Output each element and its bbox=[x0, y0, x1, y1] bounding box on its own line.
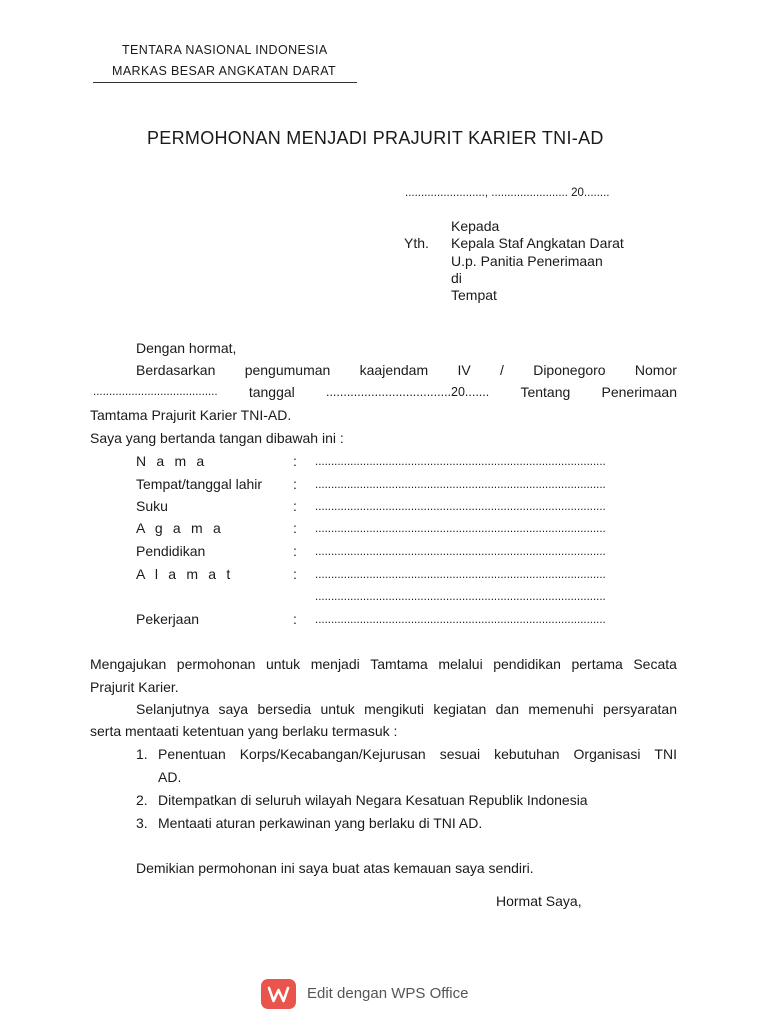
word: Tamtama bbox=[370, 656, 428, 672]
word: Penentuan bbox=[158, 746, 226, 762]
word: dan bbox=[495, 701, 519, 717]
word: pertama bbox=[571, 656, 623, 672]
address-line: di bbox=[451, 270, 462, 286]
field-label-ttl: Tempat/tanggal lahir bbox=[136, 476, 263, 492]
para1-line2 bbox=[93, 384, 677, 400]
field-dots: ........................................................................................... bbox=[315, 546, 606, 558]
field-label-pekerjaan: Pekerjaan bbox=[136, 611, 200, 627]
field-dots: ........................................................................................... bbox=[315, 591, 606, 603]
word: permohonan bbox=[176, 656, 256, 672]
wps-edit-link[interactable]: Edit dengan WPS Office bbox=[307, 985, 469, 1002]
field-colon: : bbox=[293, 476, 297, 492]
dots-number: ....................................... bbox=[93, 386, 218, 398]
word: mengikuti bbox=[364, 701, 424, 717]
address-yth: Yth. bbox=[404, 235, 429, 251]
field-dots: ........................................................................................... bbox=[315, 614, 606, 626]
field-colon: : bbox=[293, 543, 297, 559]
field-colon: : bbox=[293, 520, 297, 536]
word: kaajendam bbox=[359, 362, 429, 378]
word: bersedia bbox=[257, 701, 312, 717]
header-underline bbox=[93, 82, 357, 83]
list-item-2: Ditempatkan di seluruh wilayah Negara Kesatuan Republik Indonesia bbox=[158, 792, 588, 808]
page-title: PERMOHONAN MENJADI PRAJURIT KARIER TNI-AD bbox=[147, 128, 604, 148]
word: menjadi bbox=[310, 656, 360, 672]
list-item-1-line1 bbox=[158, 746, 677, 762]
word: kebutuhan bbox=[494, 746, 560, 762]
para2-line2: Prajurit Karier. bbox=[90, 679, 179, 695]
field-label-alamat: A l a m a t bbox=[136, 566, 234, 582]
field-dots: ........................................................................................... bbox=[315, 501, 606, 513]
para2-line1 bbox=[90, 656, 677, 672]
address-line: Tempat bbox=[451, 287, 497, 303]
list-number: 2. bbox=[136, 792, 148, 808]
field-label-pendidikan: Pendidikan bbox=[136, 543, 206, 559]
word: Berdasarkan bbox=[136, 362, 216, 378]
list-item-1-line2: AD. bbox=[158, 769, 182, 785]
para2-line3 bbox=[136, 701, 677, 717]
para1-line3: Tamtama Prajurit Karier TNI-AD. bbox=[90, 407, 292, 423]
list-item-3: Mentaati aturan perkawinan yang berlaku di TNI AD. bbox=[158, 815, 483, 831]
list-number: 3. bbox=[136, 815, 148, 831]
word: Selanjutnya bbox=[136, 701, 210, 717]
greeting: Dengan hormat, bbox=[136, 340, 237, 356]
word: pendidikan bbox=[493, 656, 561, 672]
header-line-1: TENTARA NASIONAL INDONESIA bbox=[122, 43, 328, 57]
word: untuk bbox=[320, 701, 355, 717]
address-line: Kepada bbox=[451, 218, 500, 234]
header-line-2: MARKAS BESAR ANGKATAN DARAT bbox=[112, 64, 337, 78]
word: tanggal bbox=[248, 384, 295, 400]
word: memenuhi bbox=[528, 701, 594, 717]
closing-statement: Demikian permohonan ini saya buat atas kemauan saya sendiri. bbox=[136, 860, 534, 876]
address-line: Kepala Staf Angkatan Darat bbox=[451, 235, 624, 251]
field-dots: ........................................................................................... bbox=[315, 523, 606, 535]
word: kegiatan bbox=[433, 701, 487, 717]
word: untuk bbox=[265, 656, 301, 672]
word: TNI bbox=[654, 746, 677, 762]
list-number: 1. bbox=[136, 746, 148, 762]
word: Penerimaan bbox=[601, 384, 677, 400]
word: IV bbox=[457, 362, 471, 378]
word: Diponegoro bbox=[533, 362, 606, 378]
intro-line: Saya yang bertanda tangan dibawah ini : bbox=[90, 430, 344, 446]
field-label-suku: Suku bbox=[136, 498, 168, 514]
field-dots: ........................................................................................... bbox=[315, 569, 606, 581]
field-colon: : bbox=[293, 498, 297, 514]
word: Secata bbox=[633, 656, 677, 672]
field-label-nama: N a m a bbox=[136, 453, 208, 469]
word: sesuai bbox=[439, 746, 481, 762]
word: Nomor bbox=[634, 362, 677, 378]
field-colon: : bbox=[293, 453, 297, 469]
signoff: Hormat Saya, bbox=[496, 893, 582, 909]
para1-line1 bbox=[136, 362, 677, 378]
address-line: U.p. Panitia Penerimaan bbox=[451, 253, 603, 269]
word: melalui bbox=[438, 656, 483, 672]
field-colon: : bbox=[293, 611, 297, 627]
date-line: ........................., ........................ 20........ bbox=[405, 187, 610, 199]
field-dots: ........................................................................................... bbox=[315, 456, 606, 468]
para2-line4: serta mentaati ketentuan yang berlaku termasuk : bbox=[90, 723, 398, 739]
dots-date: ....................................20....... bbox=[325, 385, 490, 399]
field-label-agama: A g a m a bbox=[136, 520, 224, 536]
word: Korps/Kecabangan/Kejurusan bbox=[239, 746, 426, 762]
word: Tentang bbox=[520, 384, 571, 400]
field-colon: : bbox=[293, 566, 297, 582]
word: saya bbox=[218, 701, 249, 717]
word: Mengajukan bbox=[90, 656, 167, 672]
wps-logo-icon[interactable] bbox=[261, 979, 296, 1009]
word: pengumuman bbox=[244, 362, 331, 378]
word: persyaratan bbox=[603, 701, 677, 717]
field-dots: ........................................................................................... bbox=[315, 479, 606, 491]
word: Organisasi bbox=[573, 746, 641, 762]
word: / bbox=[500, 362, 504, 378]
